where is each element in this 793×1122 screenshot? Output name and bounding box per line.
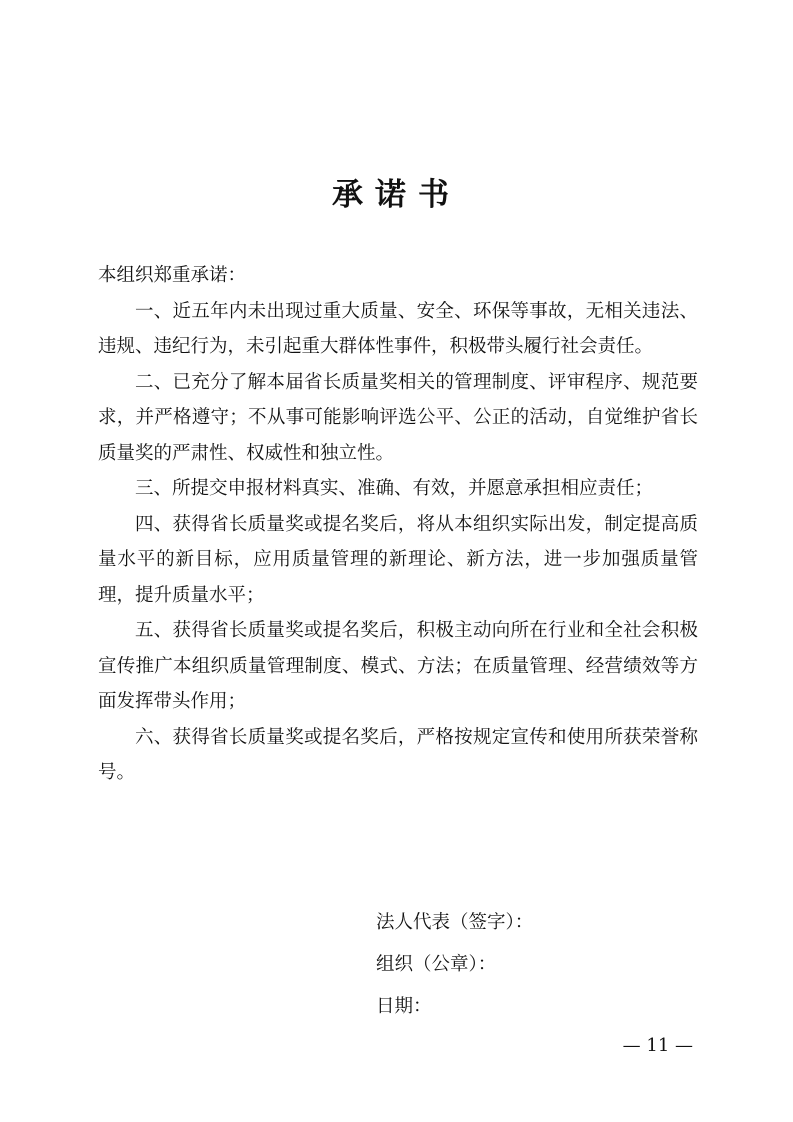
commitment-item-5: 五、获得省长质量奖或提名奖后，积极主动向所在行业和全社会积极宣传推广本组织质量管理制度、模式、方法；在质量管理、经营绩效等方面发挥带头作用； bbox=[98, 620, 698, 712]
page-number: — 11 — bbox=[622, 1035, 693, 1056]
legal-representative-signature-line: 法人代表（签字）： bbox=[376, 912, 534, 933]
commitment-item-1: 一、近五年内未出现过重大质量、安全、环保等事故，无相关违法、违规、违纪行为，未引起重大群体性事件，积极带头履行社会责任。 bbox=[98, 300, 698, 357]
commitment-item-2: 二、已充分了解本届省长质量奖相关的管理制度、评审程序、规范要求，并严格遵守；不从事可能影响评选公平、公正的活动，自觉维护省长质量奖的严肃性、权威性和独立性。 bbox=[98, 371, 698, 464]
commitment-item-6: 六、获得省长质量奖或提名奖后，严格按规定宣传和使用所获荣誉称号。 bbox=[98, 726, 698, 783]
organization-seal-line: 组织（公章）： bbox=[376, 954, 497, 975]
document-title: 承诺书 bbox=[332, 177, 461, 213]
date-line: 日期： bbox=[376, 996, 432, 1017]
commitment-item-4: 四、获得省长质量奖或提名奖后，将从本组织实际出发，制定提高质量水平的新目标，应用质量管理的新理论、新方法，进一步加强质量管理，提升质量水平； bbox=[98, 513, 698, 606]
commitment-body bbox=[98, 258, 698, 791]
commitment-item-3: 三、所提交申报材料真实、准确、有效，并愿意承担相应责任； bbox=[135, 478, 654, 499]
signature-block bbox=[376, 902, 533, 1028]
intro-paragraph: 本组织郑重承诺： bbox=[98, 265, 247, 286]
